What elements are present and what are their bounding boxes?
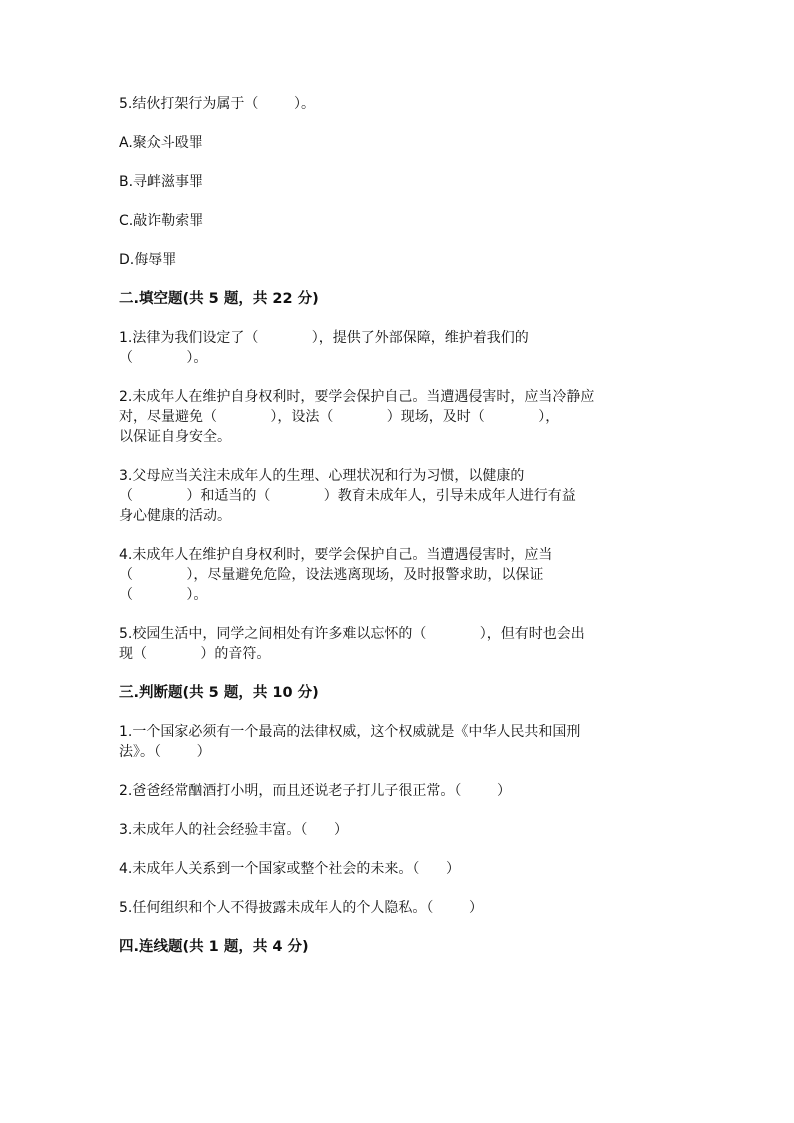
judge-question-4 <box>119 859 679 879</box>
fill-q5-line-1: 5.校园生活中，同学之间相处有许多难以忘怀的（ ），但有时也会出 <box>119 626 585 642</box>
option-a: A.聚众斗殴罪 <box>119 135 203 151</box>
fill-q1-line-2: （ ）。 <box>119 350 208 366</box>
option-d: D.侮辱罪 <box>119 252 177 268</box>
fill-question-2 <box>119 387 679 447</box>
fill-q3-line-2: （ ）和适当的（ ）教育未成年人，引导未成年人进行有益 <box>119 488 576 504</box>
judge-q4-line-1: 4.未成年人关系到一个国家或整个社会的未来。（ ） <box>119 861 461 877</box>
fill-q5-line-2: 现（ ）的音符。 <box>119 646 271 662</box>
fill-q2-line-2: 对，尽量避免（ ），设法（ ）现场，及时（ ）， <box>119 409 560 425</box>
fill-q3-line-3: 身心健康的活动。 <box>119 508 231 524</box>
option-c: C.敲诈勒索罪 <box>119 213 204 229</box>
fill-question-5 <box>119 624 679 664</box>
judge-q2-line-1: 2.爸爸经常酗酒打小明，而且还说老子打儿子很正常。（ ） <box>119 783 511 799</box>
section-match-title: 四.连线题(共 1 题，共 4 分) <box>119 939 309 955</box>
judge-q3-line-1: 3.未成年人的社会经验丰富。（ ） <box>119 822 349 838</box>
fill-question-3 <box>119 466 679 526</box>
judge-q5-line-1: 5.任何组织和个人不得披露未成年人的个人隐私。（ ） <box>119 900 483 916</box>
fill-q4-line-1: 4.未成年人在维护自身权利时，要学会保护自己。当遭遇侵害时，应当 <box>119 547 553 563</box>
judge-question-3 <box>119 820 679 840</box>
fill-q4-line-3: （ ）。 <box>119 587 208 603</box>
section-judge-title: 三.判断题(共 5 题，共 10 分) <box>119 685 319 701</box>
fill-q2-line-3: 以保证自身安全。 <box>119 429 231 445</box>
judge-question-2 <box>119 781 679 801</box>
fill-question-1 <box>119 328 679 368</box>
fill-q1-line-1: 1.法律为我们设定了（ ），提供了外部保障，维护着我们的 <box>119 330 529 346</box>
judge-question-1 <box>119 722 679 762</box>
question-choice-5: 5.结伙打架行为属于（ ）。 <box>119 96 315 112</box>
fill-question-4 <box>119 545 679 605</box>
fill-q4-line-2: （ ），尽量避免危险，设法逃离现场，及时报警求助，以保证 <box>119 567 544 583</box>
fill-q2-line-1: 2.未成年人在维护自身权利时，要学会保护自己。当遭遇侵害时，应当冷静应 <box>119 389 595 405</box>
fill-q3-line-1: 3.父母应当关注未成年人的生理、心理状况和行为习惯，以健康的 <box>119 468 525 484</box>
judge-q1-line-2: 法》。（ ） <box>119 744 211 760</box>
judge-question-5 <box>119 898 679 918</box>
option-b: B.寻衅滋事罪 <box>119 174 204 190</box>
judge-q1-line-1: 1.一个国家必须有一个最高的法律权威，这个权威就是《中华人民共和国刑 <box>119 724 581 740</box>
exam-page <box>119 94 679 976</box>
section-fill-title: 二.填空题(共 5 题，共 22 分) <box>119 291 319 307</box>
